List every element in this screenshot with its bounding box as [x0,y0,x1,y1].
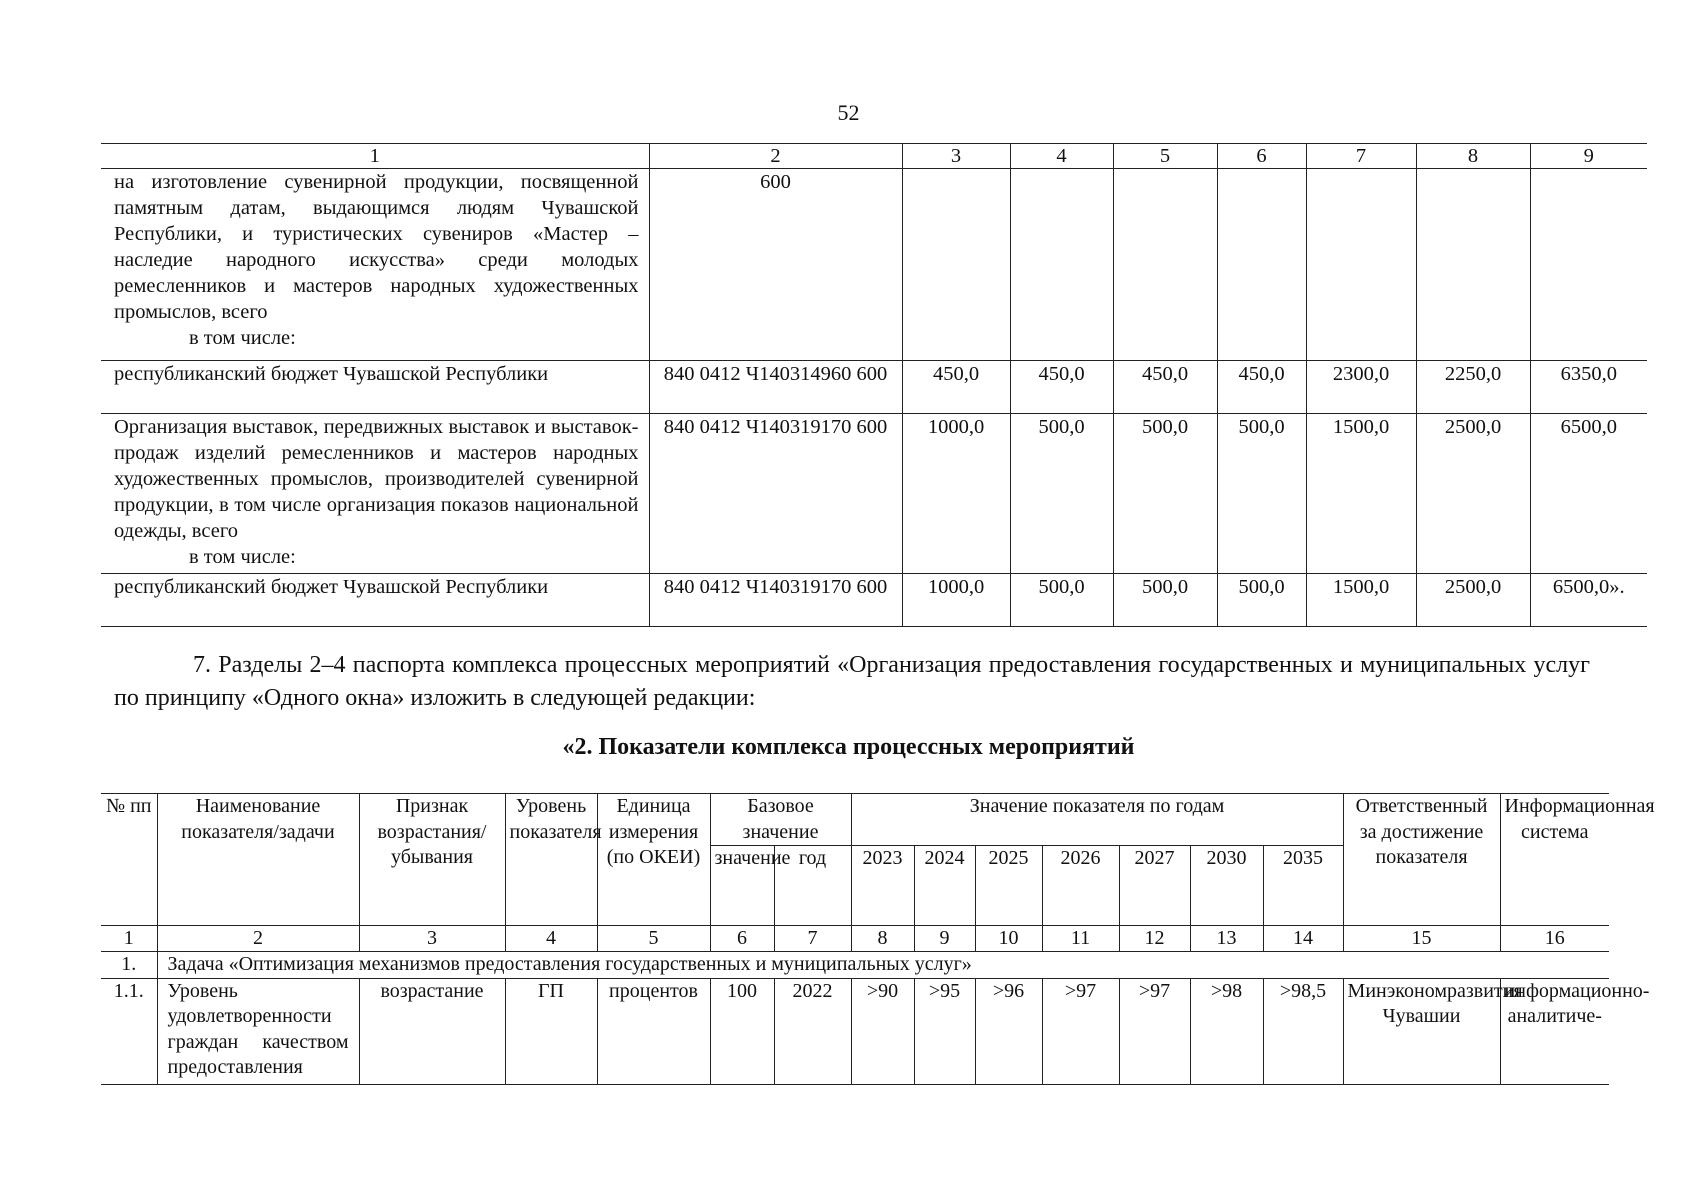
col-index: 8 [851,926,914,952]
indicator-sign: возрастание [359,978,505,1084]
header-year: 2027 [1119,846,1190,926]
col-index: 9 [914,926,975,952]
header-year: 2035 [1263,846,1343,926]
indicators-table [101,793,1655,1085]
row-value [1010,169,1113,361]
row-value [1416,169,1530,361]
funding-table [101,143,1647,627]
base-year: 2022 [774,978,851,1084]
row-code: 600 [649,169,902,361]
task-num: 1. [101,952,157,979]
header-base-year: год [774,846,851,926]
row-value: 6500,0 [1530,414,1647,574]
table1-header-row [101,144,1647,169]
row-value [1530,169,1647,361]
row-description: Организация выставок, передвижных выставок и выставок-продаж изделий ремесленников и мастеров народных художественных промыслов, производителей сувенирной продукции, в том числе организация показов национальной одежды, всего в том числе: [101,414,649,574]
header-unit: Единица измерения (по ОКЕИ) [597,794,710,926]
col-index: 2 [157,926,359,952]
row-value: 1000,0 [902,574,1010,627]
col-index: 11 [1042,926,1119,952]
col-header: 4 [1010,144,1113,169]
row-value: 2500,0 [1416,574,1530,627]
row-num: 1.1. [101,978,157,1084]
col-header: 2 [649,144,902,169]
table2-header-row [101,794,1609,846]
col-index: 1 [101,926,157,952]
col-header: 6 [1217,144,1306,169]
col-header: 9 [1530,144,1647,169]
col-index: 3 [359,926,505,952]
year-value: >96 [975,978,1042,1084]
row-description: республиканский бюджет Чувашской Республики [101,574,649,627]
row-value: 500,0 [1217,574,1306,627]
section-heading: «2. Показатели комплекса процессных мероприятий [562,734,1135,760]
col-header: 5 [1113,144,1217,169]
col-header: 8 [1416,144,1530,169]
col-index: 6 [710,926,774,952]
col-index: 15 [1343,926,1500,952]
year-value: >97 [1042,978,1119,1084]
year-value: >98,5 [1263,978,1343,1084]
col-index: 5 [597,926,710,952]
row-description: на изготовление сувенирной продукции, посвященной памятным датам, выдающимся людям Чувашской Республики, и туристических сувениров «Мастер – наследие народного искусства» среди молодых ремесленников и мастеров народных художественных промыслов, всего в том числе: [101,169,649,361]
year-value: >97 [1119,978,1190,1084]
row-value: 1000,0 [902,414,1010,574]
col-header: 3 [902,144,1010,169]
row-value: 450,0 [1217,361,1306,414]
indicator-name: Уровень удовлетворенности граждан качеством предоставления [157,978,359,1084]
page-number: 52 [837,100,860,125]
year-value: >98 [1190,978,1263,1084]
header-level: Уровень показателя [505,794,597,926]
col-header: 1 [101,144,649,169]
header-info-system: Информационная система [1500,794,1609,926]
header-base-value: значение [710,846,774,926]
col-index: 13 [1190,926,1263,952]
task-row [101,952,1609,979]
row-value: 500,0 [1010,574,1113,627]
col-index: 7 [774,926,851,952]
header-years-group: Значение показателя по годам [851,794,1343,846]
header-responsible: Ответственный за достижение показателя [1343,794,1500,926]
row-value [1306,169,1416,361]
indicator-level: ГП [505,978,597,1084]
col-index: 4 [505,926,597,952]
year-value: >95 [914,978,975,1084]
col-index: 14 [1263,926,1343,952]
row-value: 1500,0 [1306,414,1416,574]
row-value [902,169,1010,361]
col-header: 7 [1306,144,1416,169]
row-value: 6350,0 [1530,361,1647,414]
table-row [101,978,1609,1084]
row-value: 500,0 [1010,414,1113,574]
header-year: 2026 [1042,846,1119,926]
table-row [101,361,1647,414]
row-code: 840 0412 Ч140319170 600 [649,414,902,574]
table-row [101,574,1647,627]
row-value: 1500,0 [1306,574,1416,627]
header-sign: Признак возрастания/ убывания [359,794,505,926]
header-base: Базовое значение [710,794,851,846]
year-value: >90 [851,978,914,1084]
row-value: 2300,0 [1306,361,1416,414]
task-text: Задача «Оптимизация механизмов предоставления государственных и муниципальных услуг» [157,952,1609,979]
row-value: 6500,0». [1530,574,1647,627]
body-paragraph: 7. Разделы 2–4 паспорта комплекса процессных мероприятий «Организация предоставления государственных и муниципальных услуг по принципу «Одного окна» изложить в следующей редакции: [114,652,1590,711]
row-value: 500,0 [1113,574,1217,627]
info-system: информационно-аналитиче- [1500,978,1609,1084]
base-value: 100 [710,978,774,1084]
row-value: 450,0 [1113,361,1217,414]
header-year: 2024 [914,846,975,926]
col-index: 10 [975,926,1042,952]
header-name: Наименование показателя/задачи [157,794,359,926]
col-index: 12 [1119,926,1190,952]
header-year: 2030 [1190,846,1263,926]
indicator-unit: процентов [597,978,710,1084]
table-row [101,414,1647,574]
row-value: 2250,0 [1416,361,1530,414]
header-year: 2025 [975,846,1042,926]
row-value: 2500,0 [1416,414,1530,574]
row-value: 450,0 [1010,361,1113,414]
row-code: 840 0412 Ч140319170 600 [649,574,902,627]
row-value: 500,0 [1113,414,1217,574]
table2-index-row [101,926,1609,952]
responsible: Минэкономразвития Чувашии [1343,978,1500,1084]
table-row [101,169,1647,361]
header-year: 2023 [851,846,914,926]
row-value: 500,0 [1217,414,1306,574]
row-value [1113,169,1217,361]
row-value [1217,169,1306,361]
row-value: 450,0 [902,361,1010,414]
row-code: 840 0412 Ч140314960 600 [649,361,902,414]
header-num: № пп [101,794,157,926]
col-index: 16 [1500,926,1609,952]
row-description: республиканский бюджет Чувашской Республики [101,361,649,414]
